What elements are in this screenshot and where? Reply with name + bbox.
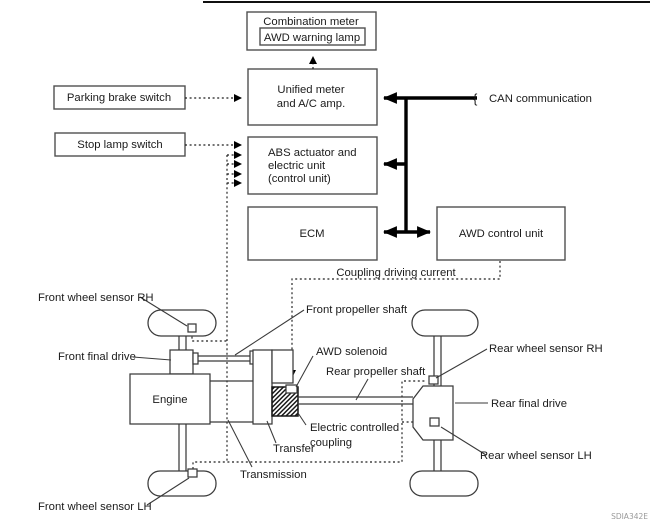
ptr-electric-coupling bbox=[298, 413, 306, 425]
block-ecm bbox=[248, 207, 377, 260]
ecm-label: ECM bbox=[299, 228, 325, 240]
transmission-body bbox=[210, 381, 253, 422]
block-abs-unit bbox=[248, 137, 377, 194]
rear-propeller-shaft-lines bbox=[298, 397, 413, 404]
abs-line3: (control unit) bbox=[268, 173, 331, 185]
stop-lamp-switch-label: Stop lamp switch bbox=[77, 139, 163, 151]
can-brace: { bbox=[473, 91, 478, 106]
label-electric-coupling-line2: coupling bbox=[310, 437, 353, 449]
unified-meter-line2: and A/C amp. bbox=[276, 98, 346, 110]
front-axle-rh bbox=[179, 336, 186, 350]
label-transfer: Transfer bbox=[273, 443, 315, 455]
label-rear-propeller-shaft: Rear propeller shaft bbox=[326, 366, 426, 378]
abs-line1: ABS actuator and bbox=[268, 147, 357, 159]
label-engine: Engine bbox=[152, 394, 188, 406]
block-parking-brake-switch bbox=[54, 86, 185, 109]
ptr-rear-wheel-sensor-rh bbox=[436, 349, 487, 378]
combination-meter-title: Combination meter bbox=[263, 16, 359, 28]
front-axle-lh bbox=[179, 424, 186, 471]
rear-axle-lh bbox=[434, 440, 441, 471]
block-awd-control-unit bbox=[437, 207, 565, 260]
ptr-front-final-drive bbox=[133, 357, 171, 360]
parking-brake-switch-label: Parking brake switch bbox=[66, 92, 172, 104]
block-unified-meter bbox=[248, 69, 377, 125]
can-label: CAN communication bbox=[489, 93, 592, 105]
awd-solenoid-body bbox=[286, 385, 297, 393]
label-front-wheel-sensor-rh: Front wheel sensor RH bbox=[38, 292, 154, 304]
rear-wheel-rh bbox=[412, 310, 478, 336]
transfer-housing bbox=[272, 350, 293, 383]
awd-control-unit-label: AWD control unit bbox=[458, 228, 544, 240]
rear-wheel-lh bbox=[410, 471, 478, 496]
rear-final-drive-body bbox=[413, 386, 453, 440]
front-shaft-joint-left bbox=[193, 353, 198, 364]
awd-warning-lamp-label: AWD warning lamp bbox=[263, 32, 361, 44]
block-combination-meter bbox=[247, 12, 376, 50]
ptr-transmission bbox=[228, 420, 252, 467]
label-awd-solenoid: AWD solenoid bbox=[316, 346, 388, 358]
transfer-body bbox=[253, 350, 272, 424]
coupling-current-label: Coupling driving current bbox=[336, 267, 456, 279]
label-electric-coupling-line1: Electric controlled bbox=[310, 422, 400, 434]
abs-line2: electric unit bbox=[268, 160, 326, 172]
ptr-awd-solenoid bbox=[296, 356, 313, 387]
label-rear-final-drive: Rear final drive bbox=[491, 398, 567, 410]
front-wheel-sensor-rh-body bbox=[188, 324, 196, 332]
label-front-wheel-sensor-lh: Front wheel sensor LH bbox=[38, 501, 152, 513]
ptr-front-propeller-shaft bbox=[235, 310, 304, 355]
front-final-drive-body bbox=[170, 350, 193, 374]
front-propeller-shaft-lines bbox=[198, 356, 250, 361]
front-wheel-lh bbox=[148, 471, 216, 496]
figure-code: SDIA342E bbox=[611, 512, 648, 521]
label-transmission: Transmission bbox=[240, 469, 307, 481]
unified-meter-line1: Unified meter bbox=[277, 84, 345, 96]
block-stop-lamp-switch bbox=[55, 133, 185, 156]
label-rear-wheel-sensor-rh: Rear wheel sensor RH bbox=[489, 343, 603, 355]
label-front-final-drive: Front final drive bbox=[58, 351, 136, 363]
label-rear-wheel-sensor-lh: Rear wheel sensor LH bbox=[480, 450, 592, 462]
front-wheel-sensor-lh-body bbox=[188, 469, 197, 477]
rear-wheel-sensor-lh-body bbox=[430, 418, 439, 426]
label-front-propeller-shaft: Front propeller shaft bbox=[306, 304, 408, 316]
